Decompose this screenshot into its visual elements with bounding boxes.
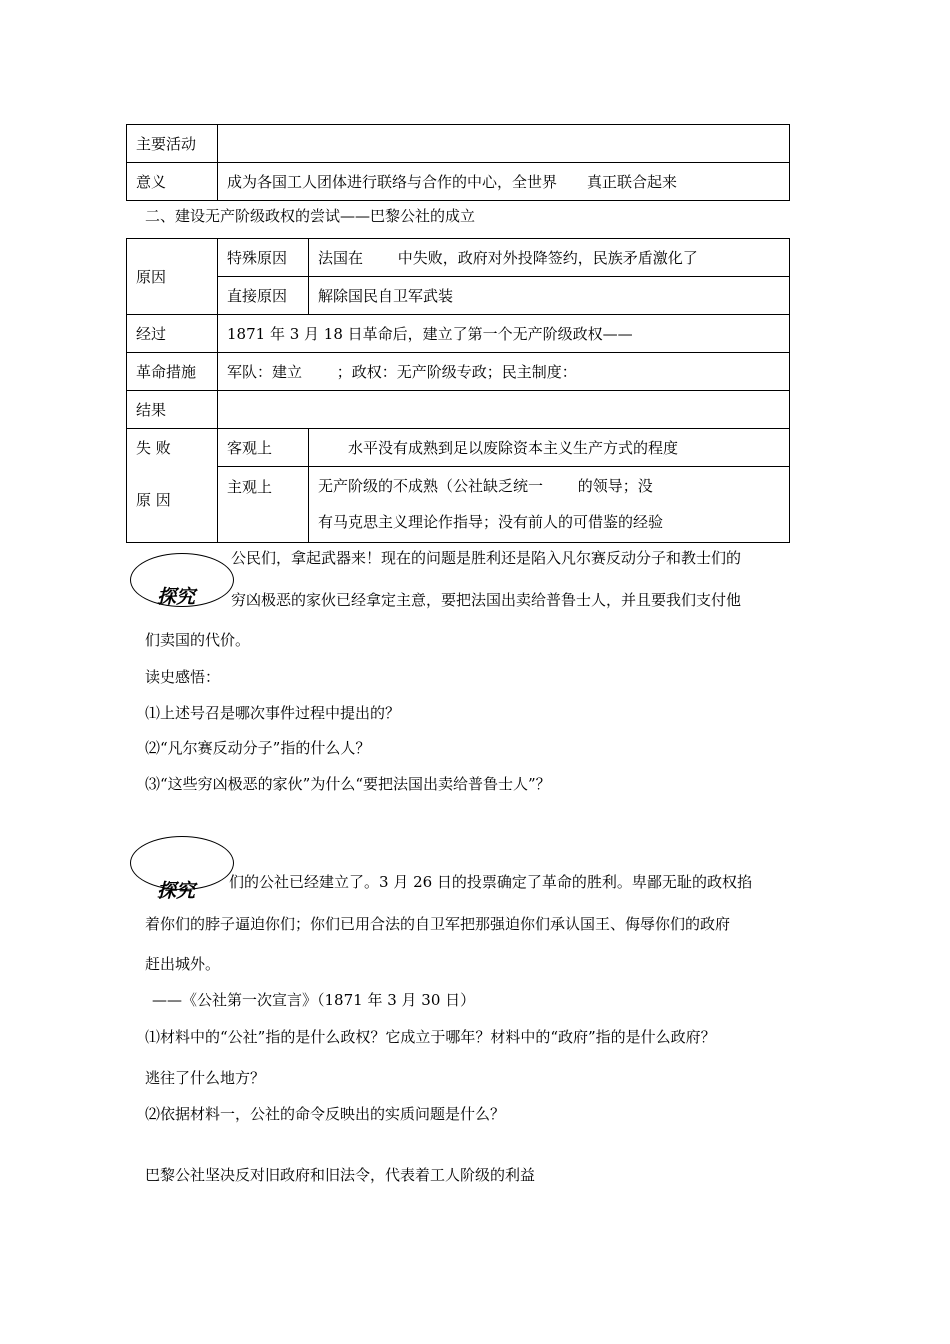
special-cause-label: 特殊原因 — [218, 239, 309, 277]
answer-text: 巴黎公社坚决反对旧政府和旧法令，代表着工人阶级的利益 — [145, 1166, 536, 1184]
row-label-main-activity: 主要活动 — [127, 125, 218, 163]
failure-label-line1: 失 败 — [136, 439, 171, 457]
table-row — [127, 429, 790, 467]
row-content-main-activity — [218, 125, 790, 163]
process-label: 经过 — [127, 315, 218, 353]
table-international — [126, 124, 790, 201]
explore1-text-line2: 穷凶极恶的家伙已经拿定主意，要把法国出卖给普鲁士人，并且要我们支付他 — [231, 591, 742, 609]
table-row — [127, 125, 790, 163]
table-row — [127, 315, 790, 353]
explore2-question-1-line1: ⑴材料中的“公社”指的是什么政权？它成立于哪年？材料中的“政府”指的是什么政府？ — [145, 1028, 716, 1046]
failure-label-line2: 原 因 — [136, 491, 171, 509]
table-row — [127, 467, 790, 543]
question-2: ⑵“凡尔赛反动分子”指的什么人？ — [145, 739, 371, 757]
failure-reason-label — [127, 429, 218, 543]
read-reflection-label: 读史感悟： — [145, 668, 221, 686]
measures-label: 革命措施 — [127, 353, 218, 391]
subjective-label: 主观上 — [218, 467, 309, 543]
table-row — [127, 163, 790, 201]
explore2-text-line1: 们的公社已经建立了。3 月 26 日的投票确定了革命的胜利。卑鄙无耻的政权掐 — [229, 873, 752, 891]
subjective-line1: 无产阶级的不成熟（公社缺乏统一 的领导；没 — [318, 477, 653, 495]
row-label-significance: 意义 — [127, 163, 218, 201]
objective-content: 水平没有成熟到足以废除资本主义生产方式的程度 — [309, 429, 790, 467]
explore-badge-label: 探究 — [157, 586, 196, 608]
explore2-text-line3: 赶出城外。 — [145, 955, 221, 973]
direct-cause-content: 解除国民自卫军武装 — [309, 277, 790, 315]
subjective-content — [309, 467, 790, 543]
section-title: 二、建设无产阶级政权的尝试——巴黎公社的成立 — [145, 207, 476, 225]
row-content-significance: 成为各国工人团体进行联络与合作的中心，全世界 真正联合起来 — [218, 163, 790, 201]
table-row — [127, 239, 790, 277]
question-3: ⑶“这些穷凶极恶的家伙”为什么“要把法国出卖给普鲁士人”？ — [145, 775, 551, 793]
cause-label: 原因 — [127, 239, 218, 315]
direct-cause-label: 直接原因 — [218, 277, 309, 315]
objective-label: 客观上 — [218, 429, 309, 467]
measures-content: 军队：建立 ；政权：无产阶级专政；民主制度： — [218, 353, 790, 391]
table-paris-commune — [126, 238, 790, 543]
explore1-text-line1: 公民们，拿起武器来！现在的问题是胜利还是陷入凡尔赛反动分子和教士们的 — [231, 549, 742, 567]
table-row — [127, 391, 790, 429]
explore2-question-1-line2: 逃往了什么地方？ — [145, 1069, 266, 1087]
table-row — [127, 353, 790, 391]
question-1: ⑴上述号召是哪次事件过程中提出的？ — [145, 704, 401, 722]
explore1-text-line3: 们卖国的代价。 — [145, 631, 251, 649]
result-content — [218, 391, 790, 429]
explore2-text-line2: 着你们的脖子逼迫你们；你们已用合法的自卫军把那强迫你们承认国王、侮辱你们的政府 — [145, 915, 731, 933]
process-content: 1871 年 3 月 18 日革命后，建立了第一个无产阶级政权—— — [218, 315, 790, 353]
result-label: 结果 — [127, 391, 218, 429]
table-row — [127, 277, 790, 315]
explore-badge-label: 探究 — [157, 880, 196, 902]
explore2-source: ——《公社第一次宣言》（1871 年 3 月 30 日） — [152, 991, 476, 1009]
explore2-question-2: ⑵依据材料一，公社的命令反映出的实质问题是什么？ — [145, 1105, 506, 1123]
subjective-line2: 有马克思主义理论作指导；没有前人的可借鉴的经验 — [318, 513, 664, 531]
special-cause-content: 法国在 中失败，政府对外投降签约，民族矛盾激化了 — [309, 239, 790, 277]
